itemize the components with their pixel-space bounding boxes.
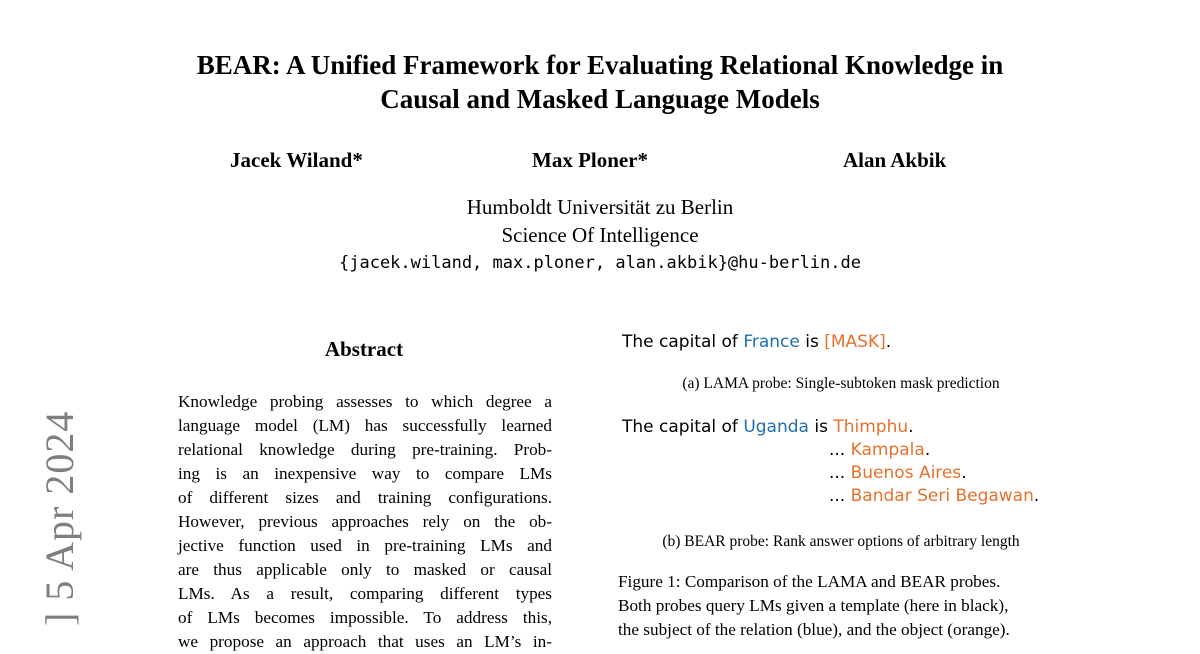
abstract-line: of different sizes and training configurations. [178,488,552,507]
title-line-2: Causal and Masked Language Models [380,84,820,114]
bear-ellipsis: ... [829,486,851,506]
bear-answer-option: Bandar Seri Begawan [850,486,1034,506]
bear-option-row [829,463,967,483]
figure-caption-line: Figure 1: Comparison of the LAMA and BEAR probes. [618,572,1001,591]
lama-subject: France [743,332,800,352]
author-3: Alan Akbik [843,148,947,172]
author-1: Jacek Wiland* [230,148,363,172]
abstract-heading: Abstract [324,337,404,361]
abstract-line: jective function used in pre-training LMs and [178,536,552,555]
bear-option-row [829,440,930,460]
bear-answer-option: Thimphu [833,417,909,437]
abstract-line: language model (LM) has successfully learned [178,416,552,435]
bear-period: . [961,463,967,483]
author-2: Max Ploner* [532,148,649,172]
lama-template-prefix: The capital of [622,332,744,352]
bear-probe-first-line [622,417,914,437]
abstract-line: ing is an inexpensive way to compare LMs [178,464,552,483]
author-emails: {jacek.wiland, max.ploner, alan.akbik}@hu-berlin.de [339,253,861,273]
affiliation [300,193,900,277]
arxiv-watermark-text: ] 5 Apr 2024 [37,410,82,626]
bear-subject: Uganda [743,417,809,437]
figure-caption-line: Both probes query LMs given a template (here in black), [618,596,1009,615]
abstract-line: LMs. As a result, comparing different types [178,584,552,603]
lama-caption: (a) LAMA probe: Single-subtoken mask prediction [682,375,1000,392]
affiliation-line-1: Humboldt Universität zu Berlin [466,195,734,219]
lama-probe-example [622,332,891,352]
bear-period: . [924,440,931,460]
bear-ellipsis: ... [829,463,851,483]
title-line-1: BEAR: A Unified Framework for Evaluating Relational Knowledge in [196,50,1004,80]
bear-period: . [908,417,914,437]
lama-template-middle: is [799,332,825,352]
bear-caption: (b) BEAR probe: Rank answer options of arbitrary length [662,533,1020,550]
figure-caption-line: the subject of the relation (blue), and the object (orange). [618,620,1010,639]
abstract-line: relational knowledge during pre-training. Prob- [178,440,552,459]
bear-answer-option: Kampala [850,440,925,460]
affiliation-line-2: Science Of Intelligence [501,223,699,247]
abstract-line: Knowledge probing assesses to which degree a [178,392,552,411]
lama-mask-token: [MASK] [824,332,886,352]
lama-period: . [885,332,892,352]
paper-title [150,48,1050,116]
abstract-line: are thus applicable only to masked or causal [178,560,552,579]
bear-template-middle: is [808,417,834,437]
figure-1-caption [618,570,1064,642]
bear-option-row [829,486,1039,506]
bear-ellipsis: ... [829,440,851,460]
abstract-line: we propose an approach that uses an LM’s in- [178,632,552,651]
abstract-body [178,390,552,654]
bear-answer-option: Buenos Aires [850,463,962,483]
arxiv-watermark [6,370,116,648]
bear-period: . [1033,486,1040,506]
abstract-line: However, previous approaches rely on the ob- [178,512,552,531]
abstract-line: of LMs becomes impossible. To address this, [178,608,552,627]
bear-template-prefix: The capital of [622,417,744,437]
